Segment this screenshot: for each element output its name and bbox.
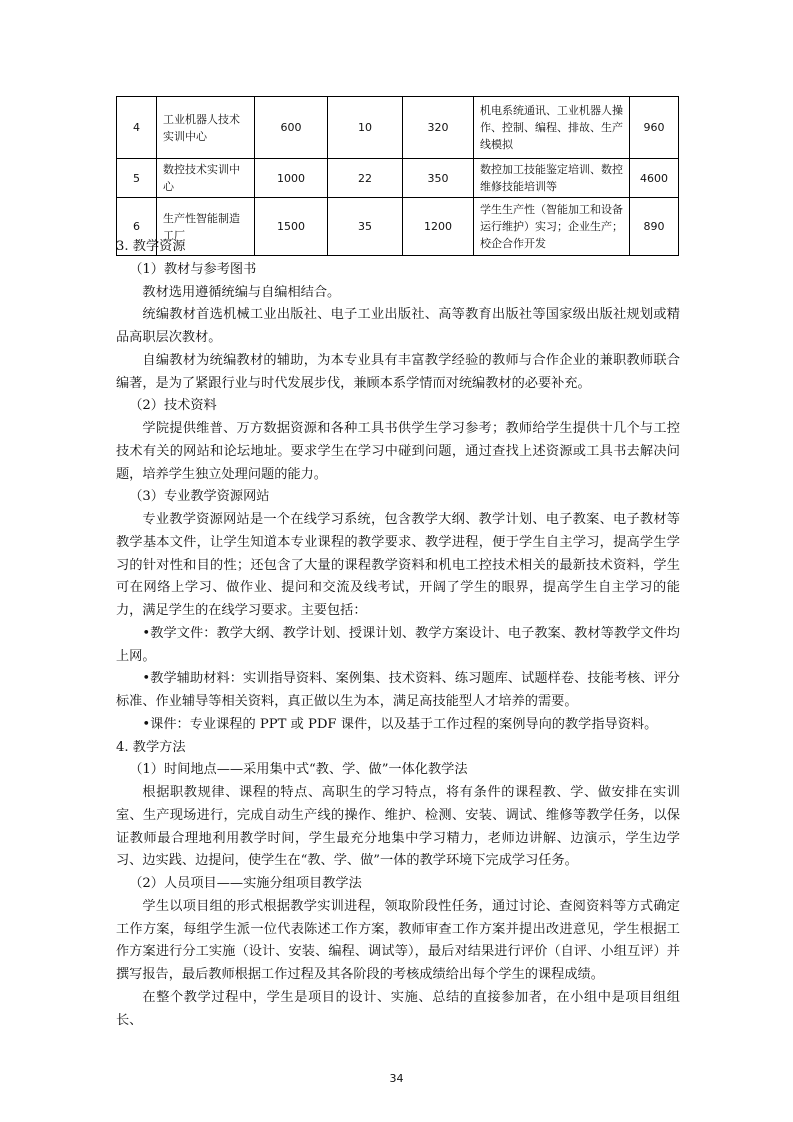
paragraph: 自编教材为统编教材的辅助，为本专业具有丰富教学经验的教师与合作企业的兼职教师联合编著，是为了紧跟行业与时代发展步伐，兼顾本系学情而对统编教材的必要补充。: [116, 352, 680, 391]
subsection-heading: （3）专业教学资源网站: [129, 489, 270, 505]
paragraph: 专业教学资源网站是一个在线学习系统，包含教学大纲、教学计划、电子教案、电子教材等教学基本文件，让学生知道本专业课程的教学要求、教学进程，便于学生自主学习，提高学生学习的针对性和目的性；还包含了大量的课程教学资料和机电工控技术相关的最新技术资料，学生可在网络上学习、做作业、提问和交流及线考试，开阔了学生的眼界，提高学生自主学习的能力，满足学生的在线学习要求。主要包括：: [116, 512, 680, 618]
paragraph: 学院提供维普、万方数据资源和各种工具书供学生学习参考；教师给学生提供十几个与工控技术有关的网站和论坛地址。要求学生在学习中碰到问题，通过查找上述资源或工具书去解决问题，培养学生独立处理问题的能力。: [116, 421, 680, 482]
cell-name: 生产性智能制造工厂: [157, 198, 255, 256]
paragraph: 根据职教规律、课程的特点、高职生的学习特点，将有条件的课程教、学、做安排在实训室、生产现场进行，完成自动生产线的操作、维护、检测、安装、调试、维修等教学任务，以保证教师最合理地利用教学时间，学生最充分地集中学习精力，老师边讲解、边演示，学生边学习、边实践、边提问，使学生在“教、学、做”一体的教学环境下完成学习任务。: [116, 785, 680, 869]
paragraph: 学生以项目组的形式根据教学实训进程，领取阶段性任务，通过讨论、查阅资料等方式确定工作方案，每组学生派一位代表陈述工作方案，教师审查工作方案并提出改进意见，学生根据工作方案进行分工实施（设计、安装、编程、调试等），最后对结果进行评价（自评、小组互评）并撰写报告，最后教师根据工作过程及其各阶段的考核成绩给出每个学生的课程成绩。: [116, 898, 680, 982]
cell-sets: 10: [328, 97, 403, 159]
section-heading: 4. 教学方法: [116, 739, 186, 755]
cell-value: 350: [403, 159, 474, 198]
bullet-item: •课件：专业课程的 PPT 或 PDF 课件，以及基于工作过程的案例导向的教学指导资料。: [142, 716, 658, 732]
cell-capacity: 890: [630, 198, 679, 256]
cell-area: 1500: [255, 198, 328, 256]
cell-no: 4: [117, 97, 157, 159]
cell-function: 机电系统通讯、工业机器人操作、控制、编程、排故、生产线模拟: [474, 97, 630, 159]
cell-name: 工业机器人技术实训中心: [157, 97, 255, 159]
cell-no: 5: [117, 159, 157, 198]
cell-sets: 35: [328, 198, 403, 256]
section-heading: 3. 教学资源: [116, 239, 186, 254]
bullet-item: •教学文件：教学大纲、教学计划、授课计划、教学方案设计、电子教案、教材等教学文件均上网。: [116, 625, 680, 664]
subsection-heading: （2）人员项目——实施分组项目教学法: [129, 876, 362, 891]
cell-function: 学生生产性（智能加工和设备运行维护）实习；企业生产；校企合作开发: [474, 198, 630, 256]
cell-function: 数控加工技能鉴定培训、数控维修技能培训等: [474, 159, 630, 198]
subsection-heading: （1）教材与参考图书: [129, 261, 257, 277]
cell-capacity: 960: [630, 97, 679, 159]
paragraph: 统编教材首选机械工业出版社、电子工业出版社、高等教育出版社等国家级出版社规划或精品高职层次教材。: [116, 307, 680, 345]
cell-sets: 22: [328, 159, 403, 198]
body-text: [116, 236, 680, 1032]
subsection-heading: （1）时间地点——采用集中式“教、学、做”一体化教学法: [129, 762, 468, 778]
cell-value: 320: [403, 97, 474, 159]
cell-value: 1200: [403, 198, 474, 256]
page-number: 34: [389, 1072, 404, 1085]
table-row: [117, 159, 679, 198]
cell-area: 1000: [255, 159, 328, 198]
cell-capacity: 4600: [630, 159, 679, 198]
cell-name: 数控技术实训中心: [157, 159, 255, 198]
paragraph: 教材选用遵循统编与自编相结合。: [142, 284, 341, 300]
training-center-table: [116, 96, 679, 256]
subsection-heading: （2）技术资料: [129, 398, 217, 414]
bullet-item: •教学辅助材料：实训指导资料、案例集、技术资料、练习题库、试题样卷、技能考核、评分标准、作业辅导等相关资料，真正做以生为本，满足高技能型人才培养的需要。: [116, 671, 680, 709]
cell-no: 6: [117, 198, 157, 256]
paragraph: 在整个教学过程中，学生是项目的设计、实施、总结的直接参加者，在小组中是项目组组长、: [116, 989, 680, 1028]
table-row: [117, 97, 679, 159]
cell-area: 600: [255, 97, 328, 159]
